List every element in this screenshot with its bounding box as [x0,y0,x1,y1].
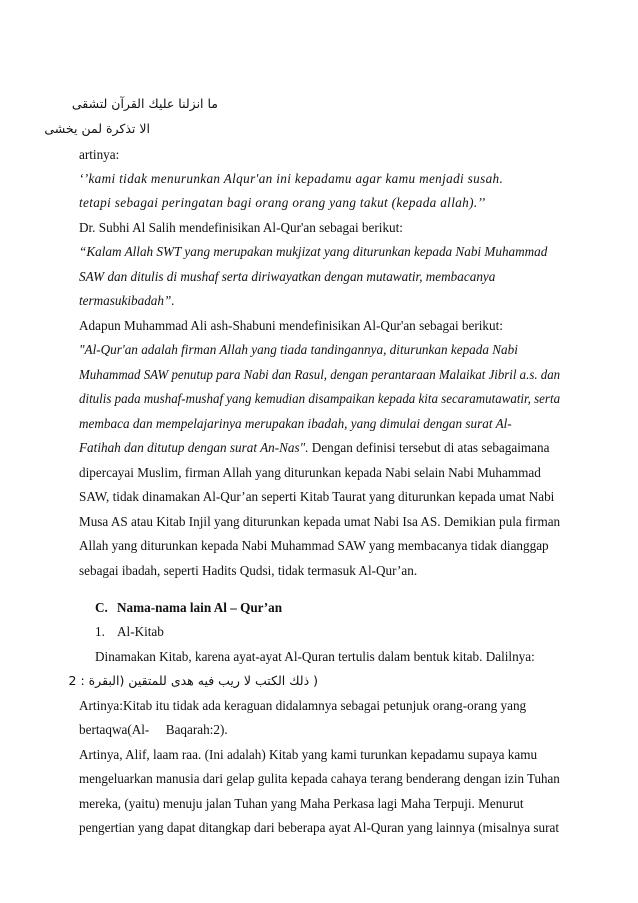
artinya-line-2: bertaqwa(Al- Baqarah:2). [79,722,228,737]
body-line-6: dipercayai Muslim, firman Allah yang diturunkan kepada Nabi selain Nabi Muhammad [79,465,541,480]
shabuni-quote-line-3: ditulis pada mushaf-mushaf yang kemudian disampaikan kepada kita secaramutawatir, serta [79,391,561,406]
subsection-title: Al-Kitab [117,624,164,639]
arabic-dalil: ( ذلك الكتب لا ريب فيه هدى للمتقين (البقرة : 2 [68,673,318,688]
body-line-7: SAW, tidak dinamakan Al-Qur’an seperti Kitab Taurat yang diturunkan kepada umat Nabi [79,489,555,504]
arabic-verse-line-1: ما انزلنا عليك القرآن لتشقى [71,96,218,111]
artinya-line-1: Artinya:Kitab itu tidak ada keraguan didalamnya sebagai petunjuk orang-orang yang [79,698,527,713]
body-line-10: sebagai ibadah, seperti Hadits Qudsi, tidak termasuk Al-Qur’an. [79,563,418,578]
artinya-line-5: mereka, (yaitu) menuju jalan Tuhan yang Maha Perkasa lagi Maha Terpuji. Menurut [79,796,524,811]
shabuni-quote-line-1: "Al-Qur'an adalah firman Allah yang tiada tandingannya, diturunkan kepada Nabi [79,342,518,357]
artinya-line-6: pengertian yang dapat ditangkap dari beberapa ayat Al-Quran yang lainnya (misalnya surat [79,820,560,835]
translation-line-2: tetapi sebagai peringatan bagi orang orang yang takut (kepada allah).’’ [79,195,486,210]
artinya-line-3: Artinya, Alif, laam raa. (Ini adalah) Kitab yang kami turunkan kepadamu supaya kamu [79,747,538,762]
artinya-line-4: mengeluarkan manusia dari gelap gulita kepada cahaya terang benderang dengan izin Tuhan [79,771,560,786]
arabic-verse-line-2: الا تذكرة لمن يخشى [44,121,150,136]
subhi-intro: Dr. Subhi Al Salih mendefinisikan Al-Qur'an sebagai berikut: [79,220,403,235]
shabuni-line-5 [79,439,549,457]
subsection-number: 1. [95,624,105,639]
shabuni-quote-line-4: membaca dan mempelajarinya merupakan ibadah, yang dimulai dengan surat Al- [79,416,512,431]
artinya-label: artinya: [79,147,120,162]
section-heading: Nama-nama lain Al – Qur’an [117,600,283,615]
section-letter: C. [95,600,108,615]
shabuni-line-5-rest: Dengan definisi tersebut di atas sebagaimana [308,440,550,455]
shabuni-quote-line-2: Muhammad SAW penutup para Nabi dan Rasul, dengan perantaraan Malaikat Jibril a.s. dan [79,367,561,382]
body-line-9: Allah yang diturunkan kepada Nabi Muhammad SAW yang membacanya tidak dianggap [79,538,549,553]
translation-line-1: ‘’kami tidak menurunkan Alqur'an ini kepadamu agar kamu menjadi susah. [79,171,504,186]
subhi-quote-line-3: termasukibadah”. [79,293,175,308]
subhi-quote-line-2: SAW dan ditulis di mushaf serta diriwayatkan dengan mutawatir, membacanya [79,269,496,284]
body-line-8: Musa AS atau Kitab Injil yang diturunkan kepada umat Nabi Isa AS. Demikian pula firman [79,514,561,529]
subhi-quote-line-1: “Kalam Allah SWT yang merupakan mukjizat yang diturunkan kepada Nabi Muhammad [79,244,548,259]
shabuni-quote-end: Fatihah dan ditutup dengan surat An-Nas". [79,440,309,455]
shabuni-intro: Adapun Muhammad Ali ash-Shabuni mendefinisikan Al-Qur'an sebagai berikut: [79,318,503,333]
kitab-definition: Dinamakan Kitab, karena ayat-ayat Al-Quran tertulis dalam bentuk kitab. Dalilnya: [95,649,535,664]
